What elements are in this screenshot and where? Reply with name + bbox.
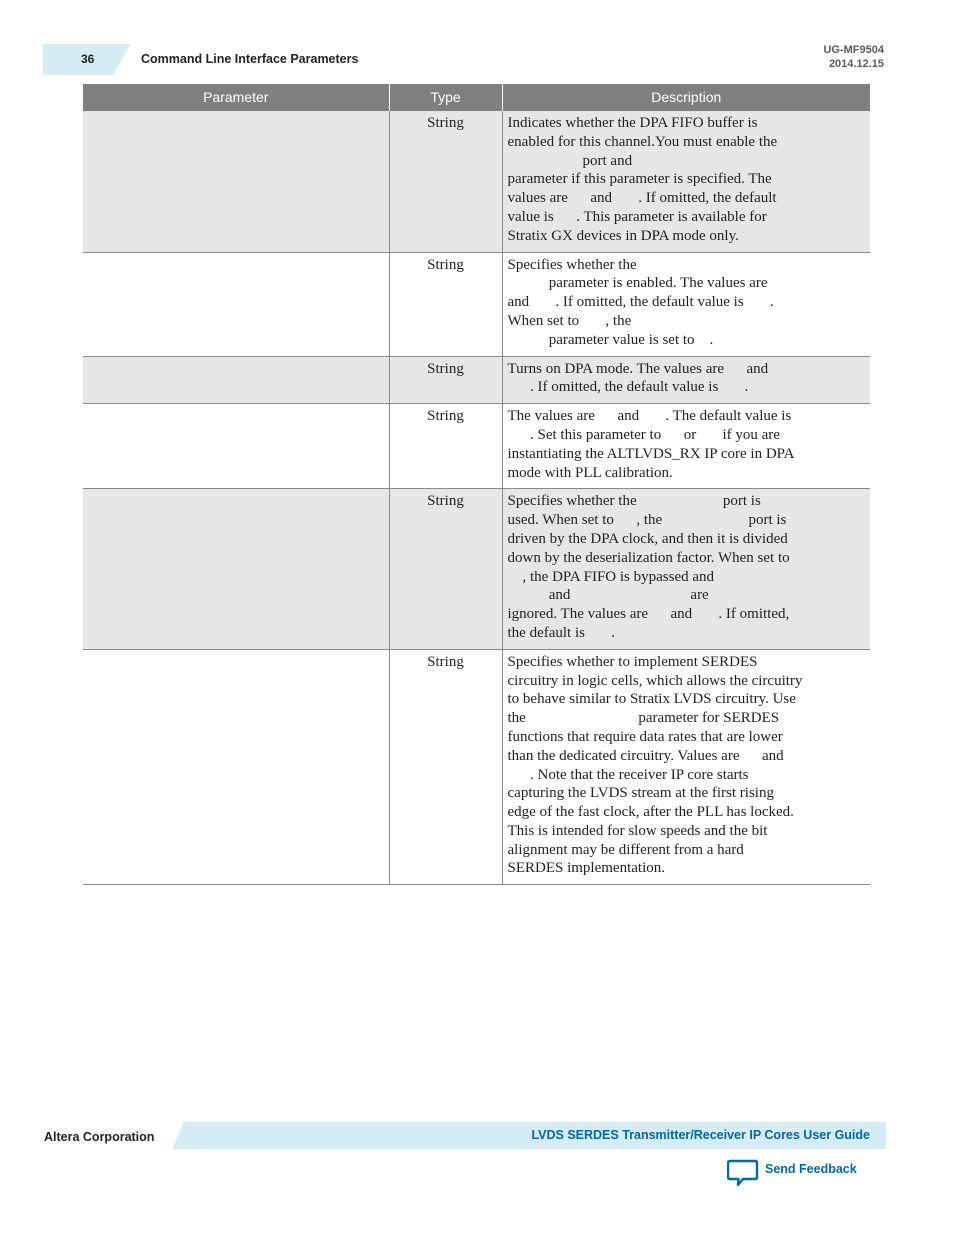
type-cell: String (389, 252, 502, 356)
description-line: capturing the LVDS stream at the first rising (507, 785, 774, 802)
description-line: The values are and . The default value is (507, 408, 792, 425)
description-line: instantiating the ALTLVDS_RX IP core in DPA (507, 445, 795, 462)
footer-guide-title[interactable]: LVDS SERDES Transmitter/Receiver IP Cores User Guide (531, 1128, 870, 1142)
description-line: value is . This parameter is available for (507, 208, 767, 225)
description-line: Stratix GX devices in DPA mode only. (507, 227, 739, 244)
description-line: enabled for this channel.You must enable the (507, 133, 778, 150)
table-row (83, 252, 870, 356)
document-id: UG-MF9504 (823, 44, 884, 56)
table-body (83, 111, 870, 885)
description-line: and . If omitted, the default value is . (507, 294, 774, 311)
description-line: parameter value is set to . (507, 331, 714, 348)
description-line: parameter if this parameter is specified. The (507, 171, 772, 188)
description-cell (502, 111, 870, 252)
parameter-cell (83, 404, 389, 489)
description-line: Specifies whether the (507, 256, 637, 273)
description-line: Turns on DPA mode. The values are and (507, 360, 769, 377)
parameter-cell (83, 649, 389, 885)
parameter-cell (83, 356, 389, 404)
description-line: and are (507, 587, 709, 604)
description-line: ignored. The values are and . If omitted, (507, 606, 790, 623)
table-header-row (83, 84, 870, 111)
description-cell (502, 356, 870, 404)
description-line: parameter is enabled. The values are (507, 275, 768, 292)
table-row (83, 489, 870, 649)
parameter-cell (83, 489, 389, 649)
type-cell: String (389, 111, 502, 252)
page-tab-decoration (113, 44, 131, 75)
description-line: alignment may be different from a hard (507, 841, 744, 858)
type-cell: String (389, 404, 502, 489)
parameter-cell (83, 111, 389, 252)
parameter-cell (83, 252, 389, 356)
type-cell: String (389, 489, 502, 649)
description-line: . Set this parameter to or if you are (507, 426, 780, 443)
description-cell (502, 649, 870, 885)
footer-band-decoration (172, 1122, 184, 1149)
table-row (83, 649, 870, 885)
column-header-type: Type (389, 84, 502, 111)
description-line: than the dedicated circuitry. Values are and (507, 747, 784, 764)
table-row (83, 404, 870, 489)
description-line: used. When set to , the port is (507, 512, 787, 529)
description-line: , the DPA FIFO is bypassed and (507, 568, 715, 585)
description-line: Indicates whether the DPA FIFO buffer is (507, 115, 758, 131)
description-line: circuitry in logic cells, which allows the circuitry (507, 672, 803, 689)
footer-company: Altera Corporation (44, 1130, 155, 1144)
parameters-table (83, 84, 870, 885)
description-line: . If omitted, the default value is . (507, 379, 749, 396)
description-line: When set to , the (507, 312, 632, 329)
column-header-parameter: Parameter (83, 84, 389, 111)
description-line: port and (507, 152, 633, 169)
column-header-description: Description (502, 84, 870, 111)
description-line: Specifies whether the port is (507, 493, 761, 510)
description-line: to behave similar to Stratix LVDS circuitry. Use (507, 691, 796, 708)
description-line: . Note that the receiver IP core starts (507, 766, 749, 783)
description-line: This is intended for slow speeds and the bit (507, 822, 768, 839)
section-title: Command Line Interface Parameters (141, 52, 359, 66)
description-cell (502, 404, 870, 489)
speech-bubble-icon (727, 1158, 759, 1188)
description-cell (502, 489, 870, 649)
table-row (83, 111, 870, 252)
document-date: 2014.12.15 (828, 58, 884, 70)
document-meta (823, 43, 884, 71)
description-line: the parameter for SERDES (507, 710, 780, 727)
type-cell: String (389, 649, 502, 885)
description-line: the default is . (507, 624, 615, 641)
description-line: down by the deserialization factor. When set to (507, 549, 790, 566)
table-row (83, 356, 870, 404)
page-number: 36 (43, 44, 113, 75)
description-line: functions that require data rates that are lower (507, 728, 783, 745)
description-line: edge of the fast clock, after the PLL has locked. (507, 804, 794, 821)
description-line: Specifies whether to implement SERDES (507, 653, 758, 670)
description-line: driven by the DPA clock, and then it is divided (507, 530, 788, 547)
description-cell (502, 252, 870, 356)
send-feedback-label[interactable]: Send Feedback (765, 1162, 857, 1176)
description-line: mode with PLL calibration. (507, 464, 673, 481)
description-line: values are and . If omitted, the default (507, 190, 777, 207)
type-cell: String (389, 356, 502, 404)
description-line: SERDES implementation. (507, 860, 665, 877)
